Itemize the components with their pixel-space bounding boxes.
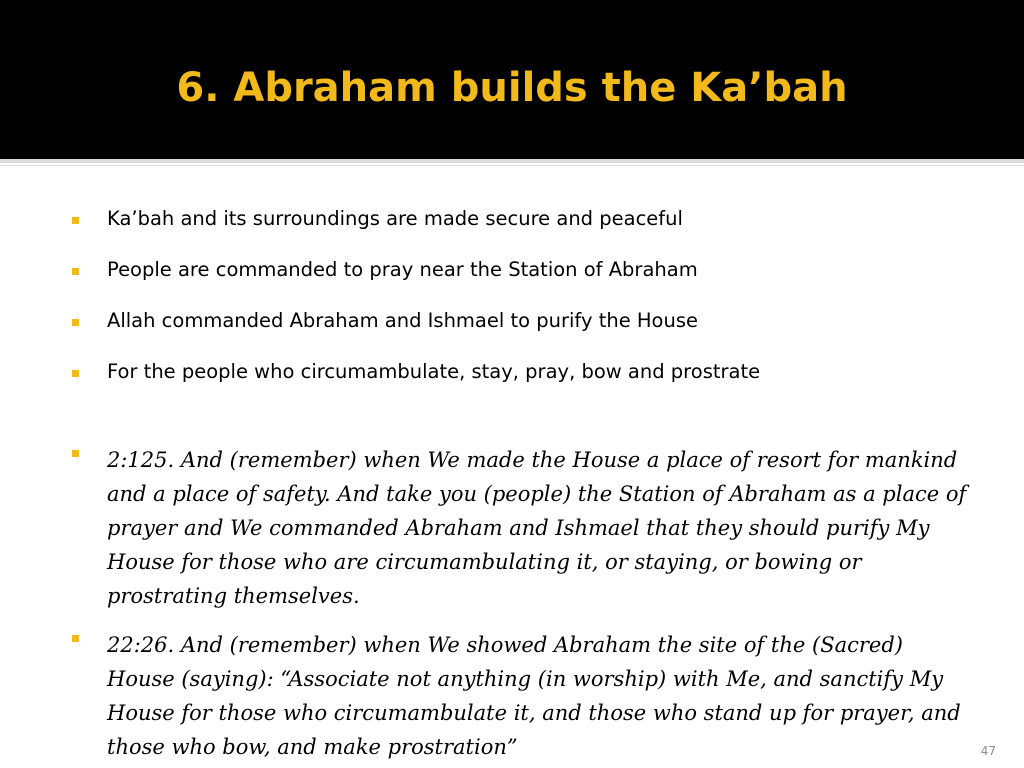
bullet-marker — [72, 268, 79, 275]
title-bar — [0, 0, 1024, 159]
title-divider — [0, 159, 1024, 163]
verse-item — [72, 628, 972, 764]
verse-item — [72, 443, 972, 613]
list-item — [72, 206, 972, 232]
bullet-marker — [72, 319, 79, 326]
bullet-text: Allah commanded Abraham and Ishmael to purify the House — [107, 309, 698, 332]
verse-quote: 22:26. And (remember) when We showed Abraham the site of the (Sacred) House (saying): “Associate not anything (in worship) with Me, and sanctify My House for those who circumambulate it, and those who stand up for prayer, and those who bow, and make prostration” — [107, 633, 961, 759]
bullet-marker — [72, 370, 79, 377]
slide-title: 6. Abraham builds the Ka’bah — [176, 65, 848, 111]
slide-number: 47 — [980, 744, 996, 758]
verse-quote: 2:125. And (remember) when We made the House a place of resort for mankind and a place of safety. And take you (people) the Station of Abraham as a place of prayer and We commanded Abraham and Ishmael that they should purify My House for those who are circumambulating it, or staying, or bowing or prostrating themselves. — [107, 448, 967, 608]
bullet-marker — [72, 450, 79, 457]
bullet-text: People are commanded to pray near the Station of Abraham — [107, 258, 698, 281]
title-divider-thin — [0, 165, 1024, 166]
list-item — [72, 359, 972, 385]
bullet-text: Ka’bah and its surroundings are made secure and peaceful — [107, 207, 683, 230]
bullet-marker — [72, 217, 79, 224]
list-item — [72, 308, 972, 334]
list-item — [72, 257, 972, 283]
bullet-text: For the people who circumambulate, stay, pray, bow and prostrate — [107, 360, 761, 383]
bullet-marker — [72, 635, 79, 642]
